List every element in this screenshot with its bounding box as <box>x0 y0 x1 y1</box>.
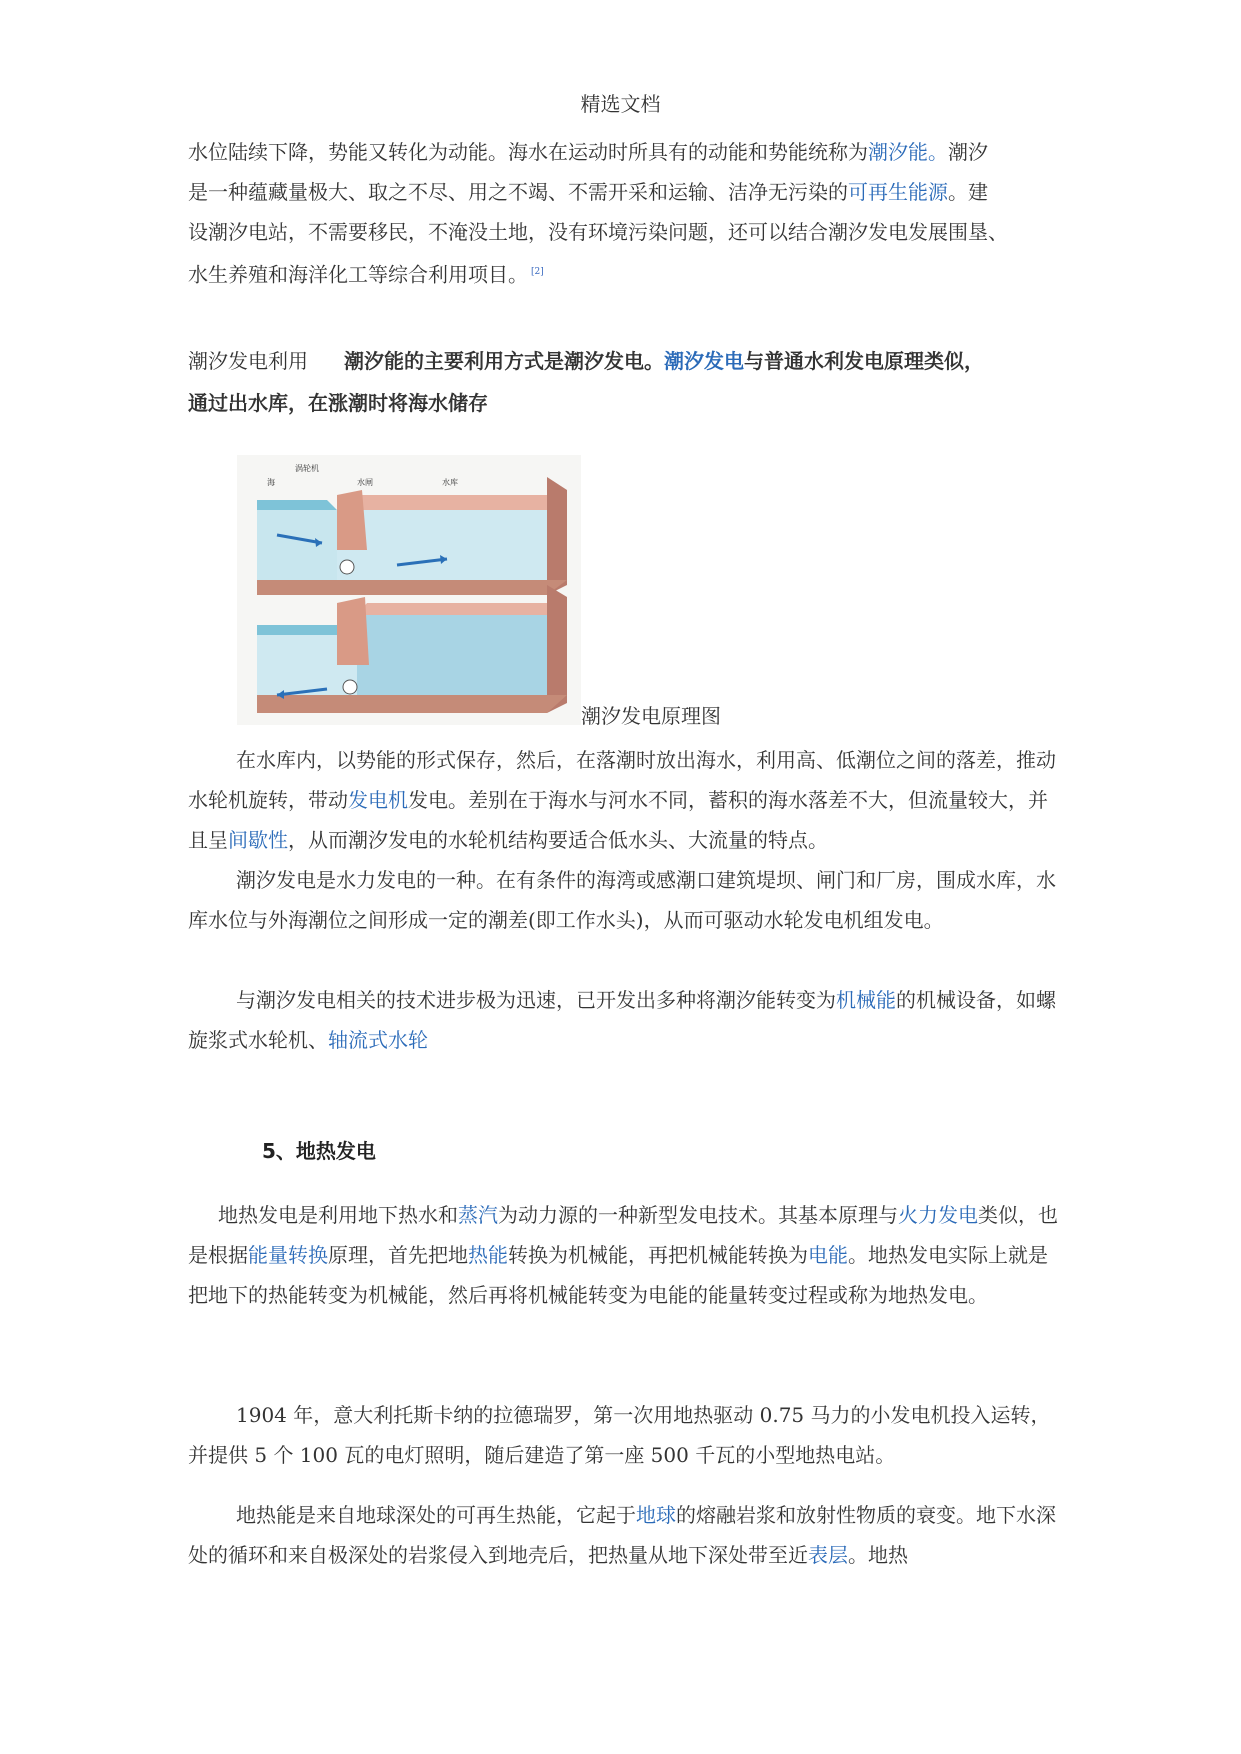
link-earth[interactable]: 地球 <box>636 1503 676 1527</box>
intro-line-1 <box>188 132 1058 172</box>
link-generator[interactable]: 发电机 <box>348 788 408 812</box>
paragraph-1 <box>188 740 1058 860</box>
link-axial-turbine[interactable]: 轴流式水轮 <box>328 1028 428 1052</box>
bold-text: 潮汐能的主要利用方式是潮汐发电。 <box>344 349 664 373</box>
para-text: 地热能是来自地球深处的可再生热能，它起于 <box>236 1503 636 1527</box>
link-surface-layer[interactable]: 表层 <box>808 1543 848 1567</box>
para-text: ，从而潮汐发电的水轮机结构要适合低水头、大流量的特点。 <box>288 828 828 852</box>
intro-text: 水生养殖和海洋化工等综合利用项目。 <box>188 262 528 287</box>
label-sea: 海 <box>267 478 275 487</box>
para-text: 与潮汐发电相关的技术进步极为迅速，已开发出多种将潮汐能转变为 <box>236 988 836 1012</box>
intro-text: 是一种蕴藏量极大、取之不尽、用之不竭、不需开采和运输、洁净无污染的 <box>188 180 848 204</box>
figure-caption: 潮汐发电原理图 <box>581 704 721 728</box>
para-text: 在水库内，以势能的形式保存，然后，在落潮时放出海水，利用高、低潮位之间的落差，推动水轮机旋转，带动 <box>188 748 1056 812</box>
intro-paragraph <box>188 132 1058 295</box>
geothermal-paragraph-2 <box>188 1395 1058 1475</box>
paragraph-3 <box>188 980 1058 1060</box>
tidal-use-label: 潮汐发电利用 <box>188 349 308 373</box>
para-text: 地热发电是利用地下热水和 <box>218 1203 458 1227</box>
intro-line-2 <box>188 172 1058 212</box>
link-electric-energy[interactable]: 电能 <box>808 1243 848 1267</box>
geothermal-paragraph-1-text <box>188 1195 1058 1315</box>
label-gate: 水闸 <box>357 478 373 487</box>
link-mechanical-energy[interactable]: 机械能 <box>836 988 896 1012</box>
para-text: 类似，也是根据 <box>188 1203 1058 1267</box>
para-text: 为动力源的一种新型发电技术。其基本原理与 <box>498 1203 898 1227</box>
para-text: 。地热 <box>848 1543 908 1567</box>
geothermal-paragraph-1 <box>188 1195 1058 1315</box>
intro-line-3: 设潮汐电站，不需要移民，不淹没土地，没有环境污染问题，还可以结合潮汐发电发展围垦、 <box>188 220 1008 244</box>
link-steam[interactable]: 蒸汽 <box>458 1203 498 1227</box>
geothermal-paragraph-2-text: 1904 年，意大利托斯卡纳的拉德瑞罗，第一次用地热驱动 0.75 马力的小发电机投入运转，并提供 5 个 100 瓦的电灯照明，随后建造了第一座 500 千瓦的小型地热电站。 <box>188 1403 1051 1467</box>
link-thermal-power[interactable]: 火力发电 <box>898 1203 978 1227</box>
para-text: 的熔融岩浆和放射性物质的衰变。地下水深处的循环和来自极深处的岩浆侵入到地壳后，把热量从地下深处带至近 <box>188 1503 1056 1567</box>
page-header: 精选文档 <box>580 92 661 116</box>
link-tidal-energy[interactable]: 潮汐能。 <box>868 140 948 164</box>
tidal-use-line-2: 通过出水库，在涨潮时将海水储存 <box>188 391 488 415</box>
geothermal-paragraph-3 <box>188 1495 1058 1575</box>
para-text: 转换为机械能，再把机械能转换为 <box>508 1243 808 1267</box>
link-energy-conversion[interactable]: 能量转换 <box>248 1243 328 1267</box>
link-tidal-power[interactable]: 潮汐发电 <box>664 349 744 373</box>
intro-line-4 <box>188 252 1058 295</box>
link-intermittent[interactable]: 间歇性 <box>228 828 288 852</box>
para-text: 原理，首先把地 <box>328 1243 468 1267</box>
reference-link[interactable]: [2] <box>531 267 544 277</box>
label-turbine: 涡轮机 <box>295 464 319 473</box>
para-text: 发电。差别在于海水与河水不同，蓄积的海水落差不大，但流量较大，并且呈 <box>188 788 1048 852</box>
paragraph-2-text: 潮汐发电是水力发电的一种。在有条件的海湾或感潮口建筑堤坝、闸门和厂房，围成水库，水库水位与外海潮位之间形成一定的潮差(即工作水头)，从而可驱动水轮发电机组发电。 <box>188 868 1056 932</box>
tidal-use-line-1 <box>188 340 1058 382</box>
para-text: 。地热发电实际上就是把地下的热能转变为机械能，然后再将机械能转变为电能的能量转变过程或称为地热发电。 <box>188 1243 1048 1307</box>
link-heat-energy[interactable]: 热能 <box>468 1243 508 1267</box>
paragraph-1-text <box>188 740 1058 860</box>
para-text: 的机械设备，如螺旋浆式水轮机、 <box>188 988 1056 1052</box>
tidal-power-diagram <box>237 455 581 725</box>
bold-text: 与普通水利发电原理类似， <box>744 349 984 373</box>
paragraph-2 <box>188 860 1058 940</box>
intro-text: 。建 <box>948 180 988 204</box>
link-renewable-energy[interactable]: 可再生能源 <box>848 180 948 204</box>
paragraph-3-text <box>188 980 1058 1060</box>
intro-text: 水位陆续下降，势能又转化为动能。海水在运动时所具有的动能和势能统称为 <box>188 140 868 164</box>
label-reservoir: 水库 <box>442 478 458 487</box>
tidal-use-paragraph <box>188 340 1058 424</box>
section-heading: 5、地热发电 <box>262 1139 376 1163</box>
intro-text: 潮汐 <box>948 140 988 164</box>
geothermal-paragraph-3-text <box>188 1495 1058 1575</box>
